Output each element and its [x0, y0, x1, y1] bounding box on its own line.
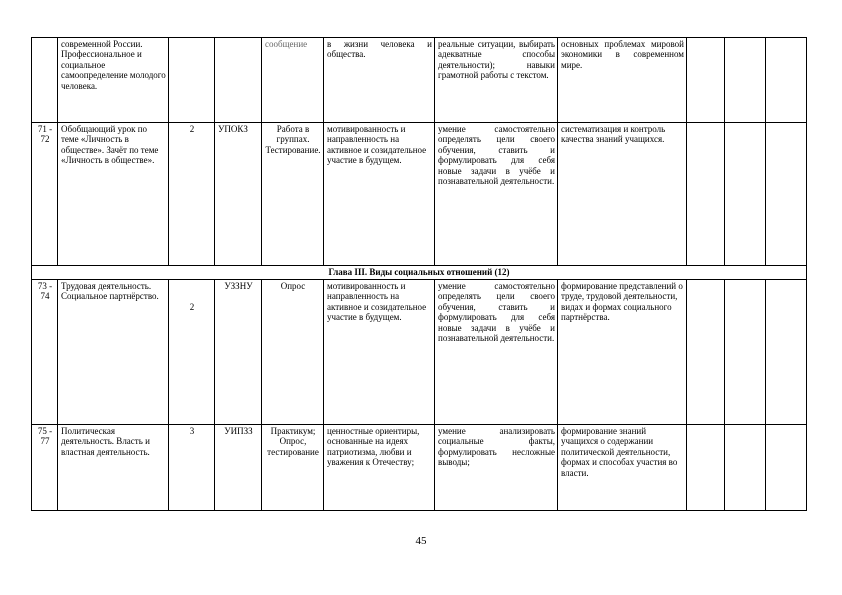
control-cell: сообщение [262, 38, 324, 123]
hours-cell: 3 [169, 425, 215, 511]
chapter-row [32, 266, 807, 280]
empty-cell [725, 38, 766, 123]
lesson-type-cell: УЗЗНУ [215, 280, 262, 425]
row-number [32, 38, 58, 123]
empty-cell [766, 425, 807, 511]
subject-result-cell: формирование представлений о труде, трудовой деятельности, видах и формах социального партнёрства. [558, 280, 687, 425]
empty-cell [766, 280, 807, 425]
metasubject-result-cell: умение самостоятельно определять цели своего обучения, ставить и формулировать для себя новые задачи в учёбе и познавательной деятельности. [435, 280, 558, 425]
lesson-type-cell: УИПЗЗ [215, 425, 262, 511]
subject-result-cell: систематизация и контроль качества знаний учащихся. [558, 123, 687, 266]
empty-cell [766, 123, 807, 266]
empty-cell [766, 38, 807, 123]
row-number: 71 - 72 [32, 123, 58, 266]
empty-cell [687, 425, 725, 511]
table-row [32, 425, 807, 511]
lesson-type-cell: УПОКЗ [215, 123, 262, 266]
table-row [32, 38, 807, 123]
control-cell: Работа в группах. Тестирование. [262, 123, 324, 266]
hours-cell: 2 [169, 123, 215, 266]
topic-cell: Политическая деятельность. Власть и властная деятельность. [58, 425, 169, 511]
empty-cell [687, 123, 725, 266]
empty-cell [687, 38, 725, 123]
row-number: 73 - 74 [32, 280, 58, 425]
chapter-title: Глава III. Виды социальных отношений (12) [32, 266, 807, 280]
lesson-type-cell [215, 38, 262, 123]
metasubject-result-cell: умение самостоятельно определять цели своего обучения, ставить и формулировать для себя новые задачи в учёбе и познавательной деятельности. [435, 123, 558, 266]
subject-result-cell: основных проблемах мировой экономики в современном мире. [558, 38, 687, 123]
page-number: 45 [415, 535, 427, 547]
hours-cell [169, 38, 215, 123]
empty-cell [725, 425, 766, 511]
personal-result-cell: мотивированность и направленность на активное и созидательное участие в будущем. [324, 280, 435, 425]
personal-result-cell: мотивированность и направленность на активное и созидательное участие в будущем. [324, 123, 435, 266]
topic-cell: Трудовая деятельность. Социальное партнёрство. [58, 280, 169, 425]
topic-cell: современной России. Профессиональное и социальное самоопределение молодого человека. [58, 38, 169, 123]
empty-cell [687, 280, 725, 425]
topic-cell: Обобщающий урок по теме «Личность в обществе». Зачёт по теме «Личность в обществе». [58, 123, 169, 266]
control-cell: Практикум; Опрос, тестирование [262, 425, 324, 511]
table-row [32, 280, 807, 425]
row-number: 75 - 77 [32, 425, 58, 511]
hours-cell [169, 280, 215, 425]
lesson-plan-table [31, 37, 807, 511]
table-row [32, 123, 807, 266]
metasubject-result-cell: умение анализировать социальные факты, формулировать несложные выводы; [435, 425, 558, 511]
personal-result-cell: в жизни человека и общества. [324, 38, 435, 123]
metasubject-result-cell: реальные ситуации, выбирать адекватные способы деятельности); навыки грамотной работы с текстом. [435, 38, 558, 123]
hours-value: 2 [189, 302, 195, 312]
empty-cell [725, 280, 766, 425]
subject-result-cell: формирование знаний учащихся о содержании политической деятельности, формах и способах участия во власти. [558, 425, 687, 511]
personal-result-cell: ценностные ориентиры, основанные на идеях патриотизма, любви и уважения к Отечеству; [324, 425, 435, 511]
control-cell: Опрос [262, 280, 324, 425]
empty-cell [725, 123, 766, 266]
